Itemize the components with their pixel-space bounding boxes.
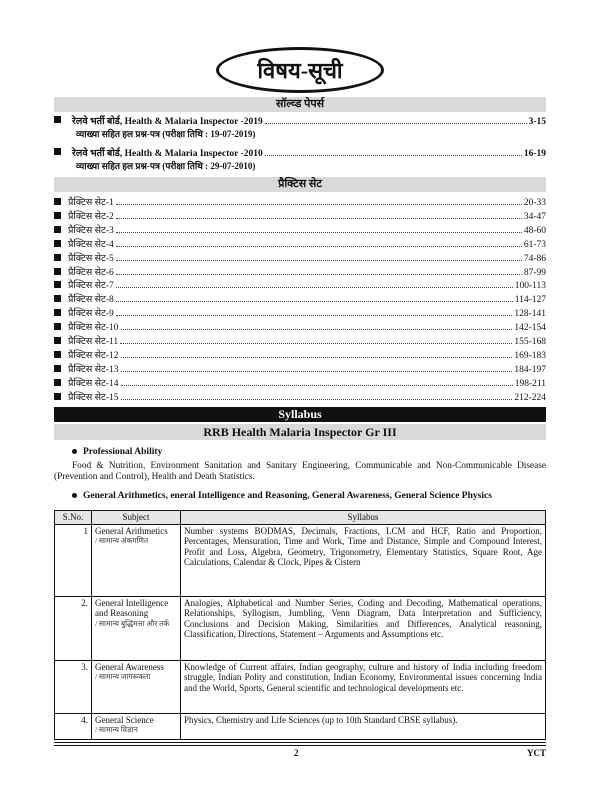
practice-set-pages: 212-224 [514,392,546,403]
table-row [55,524,546,596]
row-syllabus: Number systems BODMAS, Decimals, Fractions, LCM and HCF, Ratio and Proportion, Percentages, Mensuration, Time and Work, Time and Distance, Simple and Compound Interest, Profit and Loss, Algebra, Geometry, Trigonometry, Elementary Statistics, Square Root, Age Calculations, Calendar & Clock, Pipes & Cistern [181,524,546,596]
practice-set-entry[interactable] [54,376,546,390]
practice-set-entry[interactable] [54,348,546,362]
practice-set-pages: 34-47 [523,211,546,222]
brand-label: YCT [526,748,546,758]
practice-set-label: प्रैक्टिस सेट-14 [68,378,119,389]
row-sno: 1 [55,524,92,596]
solved-paper-title: रेलवे भर्ती बोर्ड, Health & Malaria Inspector -2010 [72,149,263,159]
practice-set-label: प्रैक्टिस सेट-8 [68,295,114,306]
solved-papers-heading: सॉल्व्ड पेपर्स [54,97,546,112]
practice-set-pages: 142-154 [514,323,546,334]
solved-paper-title: रेलवे भर्ती बोर्ड, Health & Malaria Inspector -2019 [72,117,263,127]
column-header-syllabus: Syllabus [181,511,546,525]
row-syllabus: Knowledge of Current affairs, Indian geography, culture and history of India including freedom struggle, Indian Polity and constitution, Indian Economy, Environmental issues concerning India and the World, Sports, General scientific and technological developments etc. [181,660,546,713]
practice-set-pages: 155-168 [514,337,546,347]
practice-set-label: प्रैक्टिस सेट-13 [68,364,119,375]
practice-set-entry[interactable] [54,334,546,348]
solved-paper-subtitle: व्याख्या सहित हल प्रश्न-पत्र (परीक्षा तिथि : 29-07-2010) [76,161,256,171]
row-subject: General Awareness / सामान्य जागरूकता [92,660,181,713]
practice-set-pages: 169-183 [514,350,546,361]
syllabus-table [54,510,546,740]
practice-set-pages: 87-99 [523,267,546,278]
page-number: 2 [294,748,299,758]
table-row [55,660,546,713]
row-subject: General Intelligence and Reasoning / सामान्य बुद्धिमत्ता और तर्क [92,596,181,660]
professional-ability-text: Food & Nutrition, Environment Sanitation and Sanitary Engineering, Communicable and Non-Communicable Disease (Prevention and Control), Health and Death Statistics. [54,461,546,482]
square-bullet-icon [54,198,61,205]
square-bullet-icon [54,295,61,302]
footer-rule [54,742,546,743]
practice-set-label: प्रैक्टिस सेट-3 [68,225,114,236]
practice-set-pages: 114-127 [514,295,546,306]
practice-set-label: प्रैक्टिस सेट-10 [68,323,119,334]
bullet-icon [72,493,77,498]
practice-set-pages: 74-86 [523,253,546,264]
row-sno: 2. [55,596,92,660]
practice-set-entry[interactable] [54,306,546,320]
footer-rule [54,745,546,746]
practice-set-entry[interactable] [54,320,546,334]
practice-set-label: प्रैक्टिस सेट-12 [68,350,119,361]
solved-paper-pages: 16-19 [523,149,546,159]
square-bullet-icon [54,337,61,344]
row-subject: General Arithmetics / सामान्य अंकगणित [92,524,181,596]
square-bullet-icon [54,379,61,386]
practice-set-pages: 100-113 [514,281,546,292]
square-bullet-icon [54,148,61,155]
practice-set-entry[interactable] [54,251,546,265]
practice-set-label: प्रैक्टिस सेट-9 [68,309,114,320]
practice-set-pages: 198-211 [514,378,546,389]
page-title: विषय-सूची [216,47,384,93]
practice-set-pages: 48-60 [523,225,546,236]
practice-set-label: प्रैक्टिस सेट-6 [68,267,114,278]
square-bullet-icon [54,365,61,372]
practice-set-entry[interactable] [54,237,546,251]
practice-set-pages: 128-141 [514,309,546,320]
practice-set-label: प्रैक्टिस सेट-11 [68,337,119,347]
row-syllabus: Physics, Chemistry and Life Sciences (up to 10th Standard CBSE syllabus). [181,713,546,739]
syllabus-subheading: RRB Health Malaria Inspector Gr III [54,424,546,440]
practice-set-entry[interactable] [54,362,546,376]
practice-set-label: प्रैक्टिस सेट-7 [68,281,114,292]
square-bullet-icon [54,240,61,247]
practice-set-entry[interactable] [54,278,546,292]
practice-set-entry[interactable] [54,265,546,279]
practice-set-entry[interactable] [54,195,546,209]
square-bullet-icon [54,268,61,275]
table-header-row [55,511,546,525]
square-bullet-icon [54,254,61,261]
square-bullet-icon [54,116,61,123]
solved-paper-entry[interactable] [54,114,546,140]
table-row [55,713,546,739]
solved-paper-pages: 3-15 [528,117,546,127]
column-header-sno: S.No. [55,511,92,525]
row-syllabus: Analogies, Alphabetical and Number Series, Coding and Decoding, Mathematical operations, Relationships, Syllogism, Jumbling, Venn Diagram, Data Interpretation and Sufficiency, Conclusions and Decision Making, Similarities and Differences, Analytical reasoning, Classification, Directions, Statement – Arguments and Assumptions etc. [181,596,546,660]
practice-set-entry[interactable] [54,390,546,404]
square-bullet-icon [54,323,61,330]
column-header-subject: Subject [92,511,181,525]
general-heading: General Arithmetics, eneral Intelligence and Reasoning, General Awareness, General Science Physics [72,491,492,501]
bullet-icon [72,449,77,454]
practice-set-pages: 20-33 [523,198,546,208]
row-sno: 3. [55,660,92,713]
syllabus-heading: Syllabus [54,407,546,422]
practice-sets-heading: प्रैक्टिस सेट [54,177,546,192]
practice-set-pages: 184-197 [514,364,546,375]
practice-set-entry[interactable] [54,292,546,306]
square-bullet-icon [54,212,61,219]
square-bullet-icon [54,226,61,233]
square-bullet-icon [54,281,61,288]
practice-set-entry[interactable] [54,223,546,237]
practice-set-label: प्रैक्टिस सेट-15 [68,392,119,403]
table-row [55,596,546,660]
practice-set-entry[interactable] [54,209,546,223]
practice-set-label: प्रैक्टिस सेट-1 [68,198,114,208]
solved-paper-subtitle: व्याख्या सहित हल प्रश्न-पत्र (परीक्षा तिथि : 19-07-2019) [76,129,256,139]
practice-set-pages: 61-73 [523,239,546,250]
square-bullet-icon [54,351,61,358]
solved-paper-entry[interactable] [54,146,546,172]
practice-set-label: प्रैक्टिस सेट-4 [68,239,114,250]
square-bullet-icon [54,309,61,316]
practice-set-label: प्रैक्टिस सेट-2 [68,211,114,222]
professional-ability-heading: Professional Ability [72,447,162,457]
row-sno: 4. [55,713,92,739]
square-bullet-icon [54,393,61,400]
practice-set-label: प्रैक्टिस सेट-5 [68,253,114,264]
row-subject: General Science / सामान्य विज्ञान [92,713,181,739]
